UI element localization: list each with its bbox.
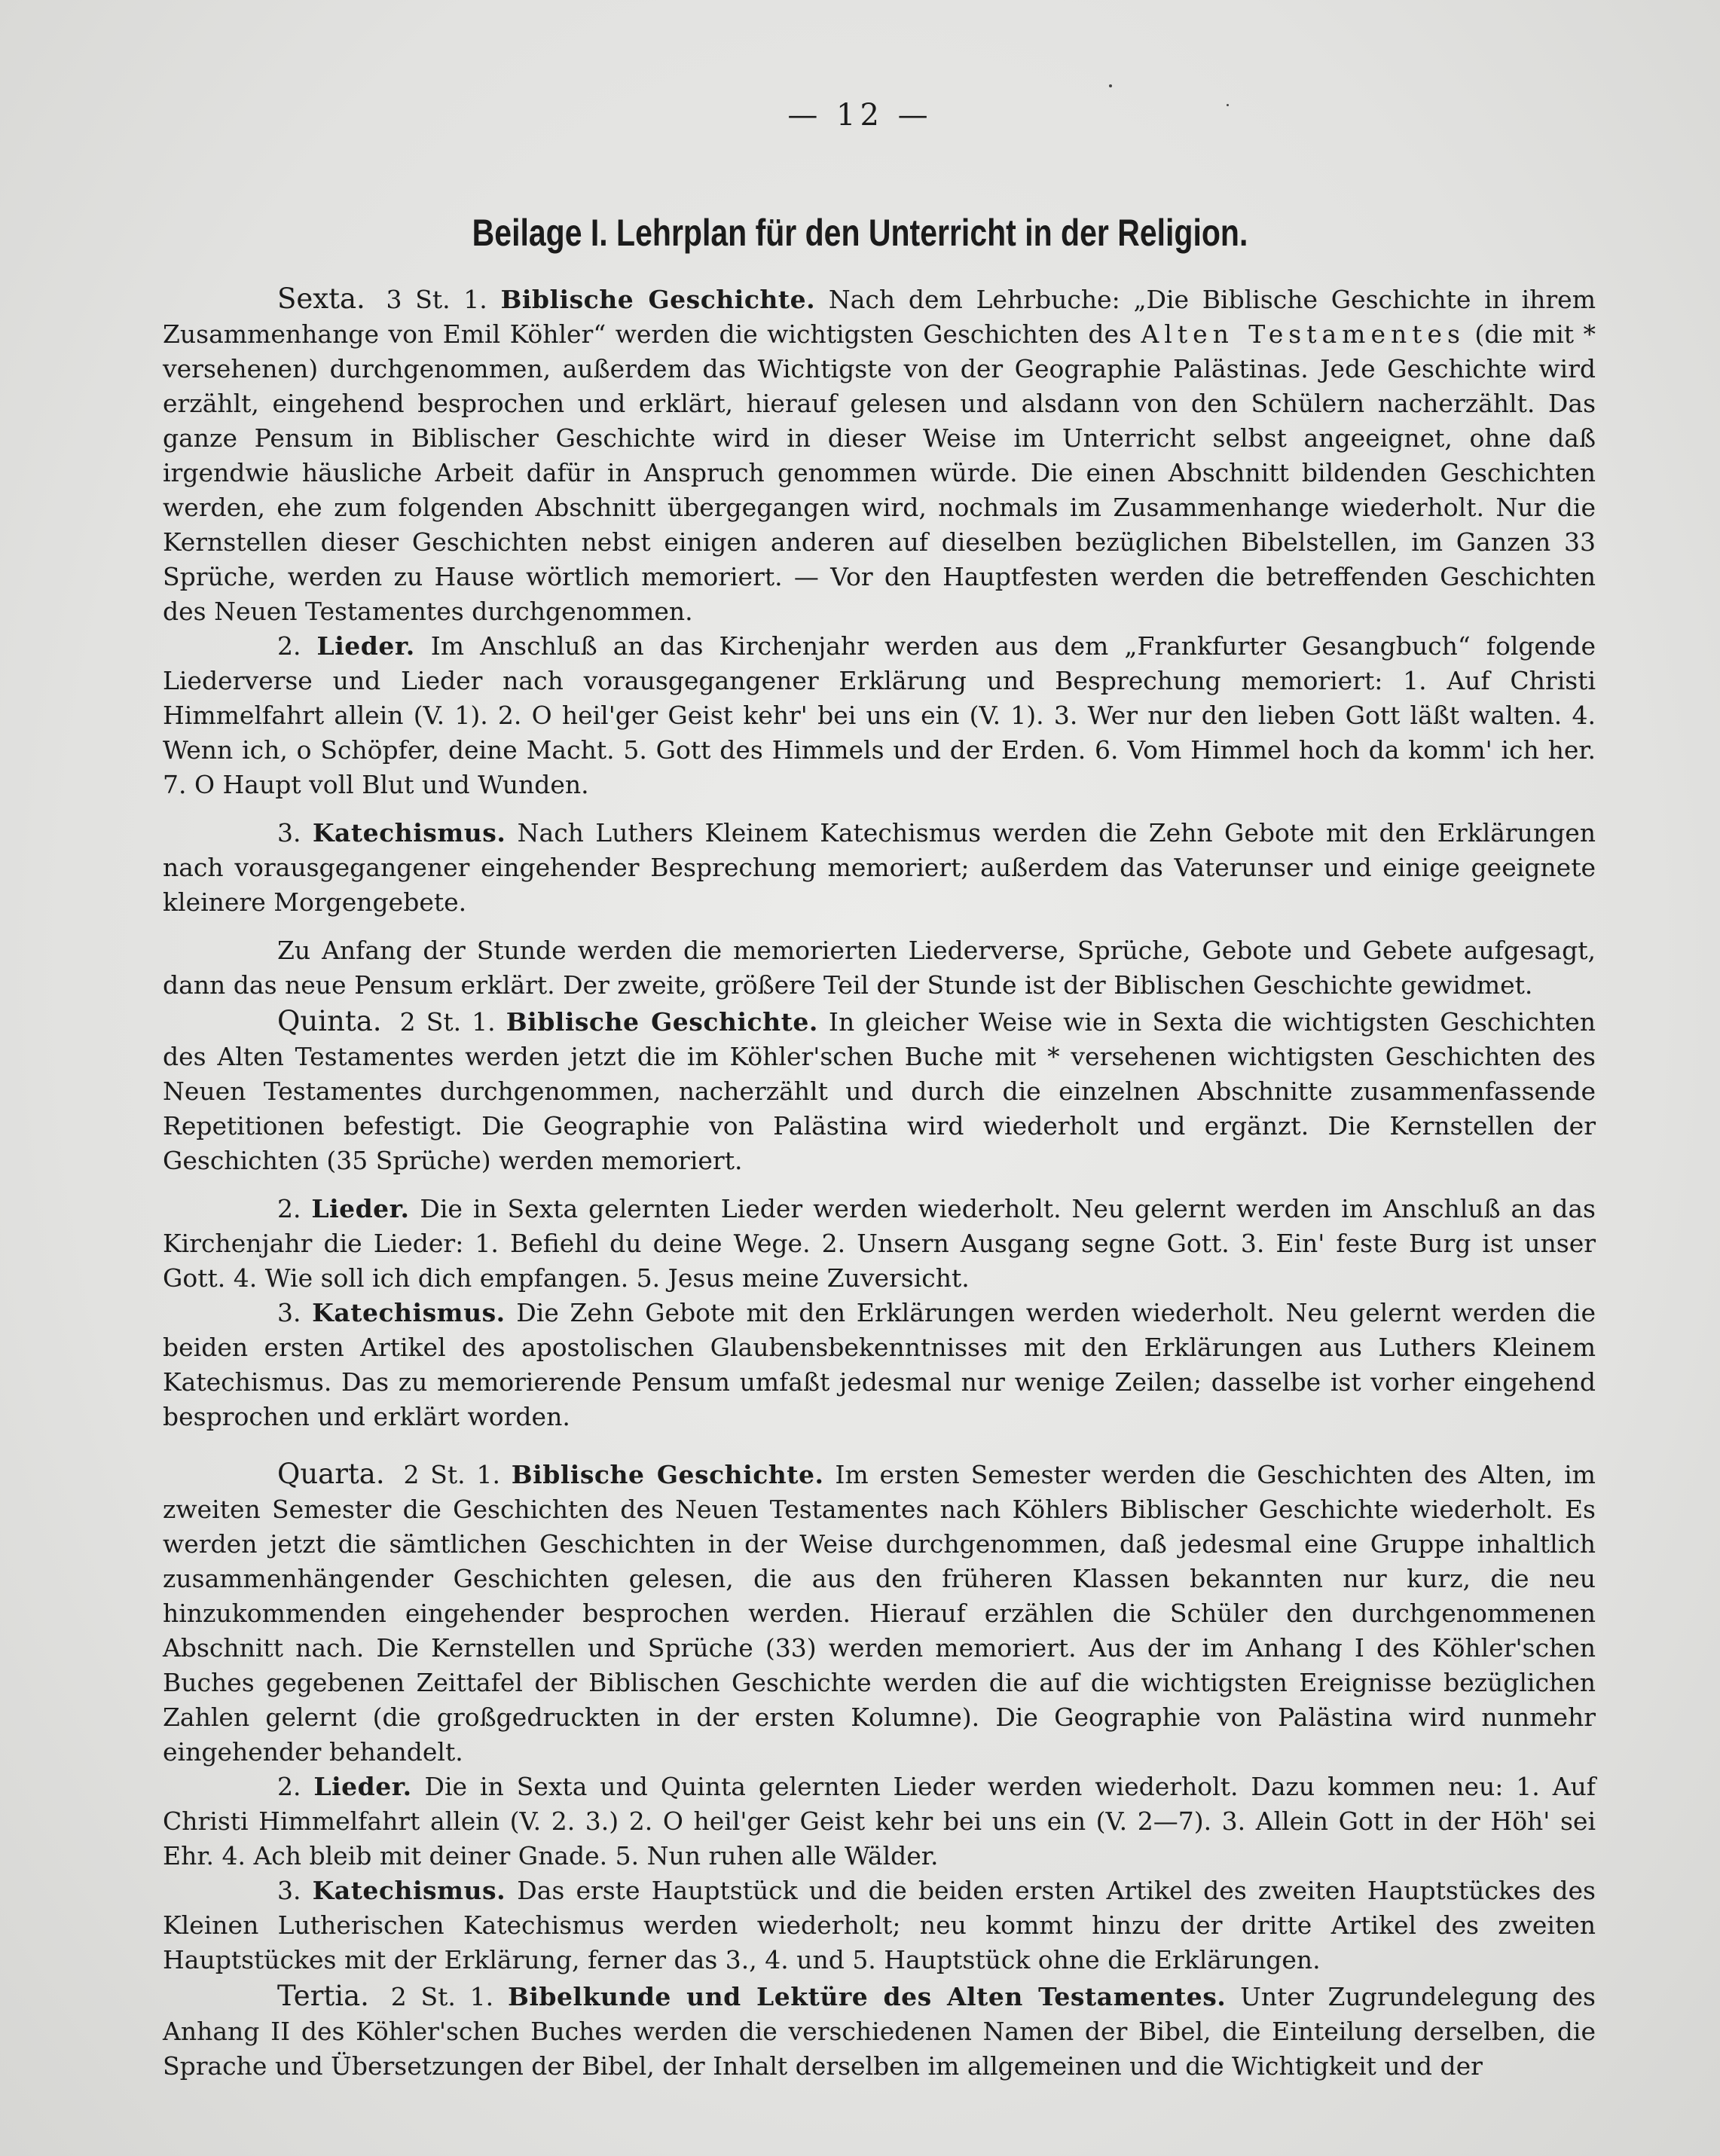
paragraph-text: Nach Luthers Kleinem Katechismus werden die Zehn Gebote mit den Erklärungen nach vorausgegangener eingehender Besprechung memoriert; außerdem das Vaterunser und einige geeignete kleinere Morgengebete. bbox=[163, 818, 1596, 917]
document-body bbox=[163, 280, 1596, 2084]
paragraph-text: Die in Sexta gelernten Lieder werden wiederholt. Neu gelernt werden im Anschluß an das Kirchenjahr die Lieder: 1. Befiehl du deine Wege. 2. Unsern Ausgang segne Gott. 3. Ein' feste Burg ist unser Gott. 4. Wie soll ich dich empfangen. 5. Jesus meine Zuversicht. bbox=[163, 1194, 1596, 1293]
class-name: Tertia. bbox=[277, 1980, 369, 2012]
topic-heading: Bibelkunde und Lektüre des Alten Testamentes. bbox=[507, 1982, 1227, 2011]
item-number: 2. bbox=[277, 1772, 314, 1801]
paragraph-text: Nach dem Lehrbuche: „Die Biblische Geschichte in ihrem Zusammenhange von Emil Köhler“ werden die wichtigsten Geschichten des bbox=[163, 285, 1596, 349]
topic-heading: Katechismus. bbox=[312, 1298, 506, 1327]
topic-heading: Katechismus. bbox=[312, 818, 506, 847]
section-quarta bbox=[163, 1457, 1596, 1770]
topic-heading: Biblische Geschichte. bbox=[506, 1007, 818, 1037]
page-number: — 12 — bbox=[787, 98, 933, 133]
paragraph-text: Im Anschluß an das Kirchenjahr werden aus dem „Frankfurter Gesangbuch“ folgende Liederverse und Lieder nach vorausgegangener Erklärung und Besprechung memoriert: 1. Auf Christi Himmelfahrt allein (V. 1). 2. O heil'ger Geist kehr' bei uns ein (V. 1). 3. Wer nur den lieben Gott läßt walten. 4. Wenn ich, o Schöpfer, deine Macht. 5. Gott des Himmels und der Erden. 6. Vom Himmel hoch da komm' ich her. 7. O Haupt voll Blut und Wunden. bbox=[163, 631, 1596, 799]
paragraph-katechismus bbox=[163, 1296, 1596, 1434]
section-quinta bbox=[163, 1004, 1596, 1178]
hours: 2 St. 1. bbox=[389, 1007, 506, 1037]
item-number: 3. bbox=[277, 818, 313, 847]
hours: 2 St. 1. bbox=[392, 1460, 512, 1489]
topic-heading: Biblische Geschichte. bbox=[500, 285, 816, 314]
print-speck bbox=[1109, 84, 1112, 87]
class-name: Quinta. bbox=[277, 1005, 382, 1037]
paragraph-lieder bbox=[163, 1770, 1596, 1874]
item-number: 2. bbox=[277, 1194, 312, 1223]
paragraph-text: Im ersten Semester werden die Geschichten des Alten, im zweiten Semester die Geschichten des Neuen Testamentes nach Köhlers Biblischer Geschichte wiederholt. Es werden jetzt die sämtlichen Geschichten in der Weise durchgenommen, daß jedesmal eine Gruppe inhaltlich zusammenhängender Geschichten gelesen, die aus den früheren Klassen bekannten nur kurz, die neu hinzukommenden eingehender besprochen werden. Hierauf erzählen die Schüler den durchgenommenen Abschnitt nach. Die Kernstellen und Sprüche (33) werden memoriert. Aus der im Anhang I des Köhler'schen Buches gegebenen Zeittafel der Biblischen Geschichte werden die auf die wichtigsten Ereignisse bezüglichen Zahlen gelernt (die großgedruckten in der ersten Kolumne). Die Geographie von Palästina wird nunmehr eingehender behandelt. bbox=[163, 1460, 1596, 1767]
paragraph-text-block: Zu Anfang der Stunde werden die memorierten Liederverse, Sprüche, Gebote und Gebete aufgesagt, dann das neue Pensum erklärt. Der zweite, größere Teil der Stunde ist der Biblischen Geschichte gewidmet. bbox=[163, 936, 1596, 1000]
paragraph-katechismus bbox=[163, 816, 1596, 920]
paragraph-lieder bbox=[163, 629, 1596, 802]
item-number: 2. bbox=[277, 631, 317, 661]
page-heading: Beilage I. Lehrplan für den Unterricht in der Religion. bbox=[472, 212, 1248, 254]
paragraph-text: Das erste Hauptstück und die beiden ersten Artikel des zweiten Hauptstückes des Kleinen Lutherischen Katechismus werden wiederholt; neu kommt hinzu der dritte Artikel des zweiten Hauptstückes mit der Erklärung, ferner das 3., 4. und 5. Hauptstück ohne die Erklärungen. bbox=[163, 1876, 1596, 1974]
topic-heading: Lieder. bbox=[316, 631, 415, 661]
topic-heading: Lieder. bbox=[313, 1772, 412, 1801]
paragraph-text: Die in Sexta und Quinta gelernten Lieder werden wiederholt. Dazu kommen neu: 1. Auf Christi Himmelfahrt allein (V. 2. 3.) 2. O heil'ger Geist kehr bei uns ein (V. 2—7). 3. Allein Gott in der Höh' sei Ehr. 4. Ach bleib mit deiner Gnade. 5. Nun ruhen alle Wälder. bbox=[163, 1772, 1596, 1870]
paragraph-katechismus bbox=[163, 1874, 1596, 1977]
item-number: 3. bbox=[277, 1298, 313, 1327]
class-name: Sexta. bbox=[277, 282, 365, 315]
paragraph-text: (die mit * versehenen) durchgenommen, außerdem das Wichtigste von der Geographie Palästinas. Jede Geschichte wird erzählt, eingehend besprochen und erklärt, hierauf gelesen und alsdann von den Schülern nacherzählt. Das ganze Pensum in Biblischer Geschichte wird in dieser Weise im Unterricht selbst angeeignet, ohne daß irgendwie häusliche Arbeit dafür in Anspruch genommen würde. Die einen Abschnitt bildenden Geschichten werden, ehe zum folgenden Abschnitt übergegangen wird, nochmals im Zusammenhange wiederholt. Nur die Kernstellen dieser Geschichten nebst einigen anderen auf dieselben bezüglichen Bibelstellen, im Ganzen 33 Sprüche, werden zu Hause wörtlich memoriert. — Vor den Hauptfesten werden die betreffenden Geschichten des Neuen Testamentes durchgenommen. bbox=[163, 319, 1596, 626]
paragraph-lieder bbox=[163, 1192, 1596, 1296]
paragraph-text: Unter Zugrundelegung des Anhang II des Köhler'schen Buches werden die verschiedenen Namen der Bibel, die Einteilung derselben, die Sprache und Übersetzungen der Bibel, der Inhalt derselben im allgemeinen und die Wichtigkeit und der bbox=[163, 1982, 1596, 2081]
class-name: Quarta. bbox=[277, 1458, 385, 1490]
paragraph-text: In gleicher Weise wie in Sexta die wichtigsten Geschichten des Alten Testamentes werden jetzt die im Köhler'schen Buche mit * versehenen wichtigsten Geschichten des Neuen Testamentes durchgenommen, nacherzählt und durch die einzelnen Abschnitte zusammenfassende Repetitionen befestigt. Die Geographie von Palästina wird wiederholt und ergänzt. Die Kernstellen der Geschichten (35 Sprüche) werden memoriert. bbox=[163, 1007, 1596, 1175]
section-tertia bbox=[163, 1979, 1596, 2084]
item-number: 3. bbox=[277, 1876, 313, 1905]
section-sexta bbox=[163, 282, 1596, 629]
hours: 2 St. 1. bbox=[376, 1982, 508, 2011]
emphasized-text: Alten Testamentes bbox=[1141, 319, 1465, 349]
paragraph-text: Die Zehn Gebote mit den Erklärungen werden wiederholt. Neu gelernt werden die beiden ersten Artikel des apostolischen Glaubensbekenntnisses mit den Erklärungen aus Luthers Kleinem Katechismus. Das zu memorierende Pensum umfaßt jedesmal nur wenige Zeilen; dasselbe ist vorher eingehend besprochen und erklärt worden. bbox=[163, 1298, 1596, 1431]
topic-heading: Biblische Geschichte. bbox=[511, 1460, 824, 1489]
topic-heading: Katechismus. bbox=[312, 1876, 506, 1905]
topic-heading: Lieder. bbox=[311, 1194, 410, 1223]
hours: 3 St. 1. bbox=[372, 285, 501, 314]
